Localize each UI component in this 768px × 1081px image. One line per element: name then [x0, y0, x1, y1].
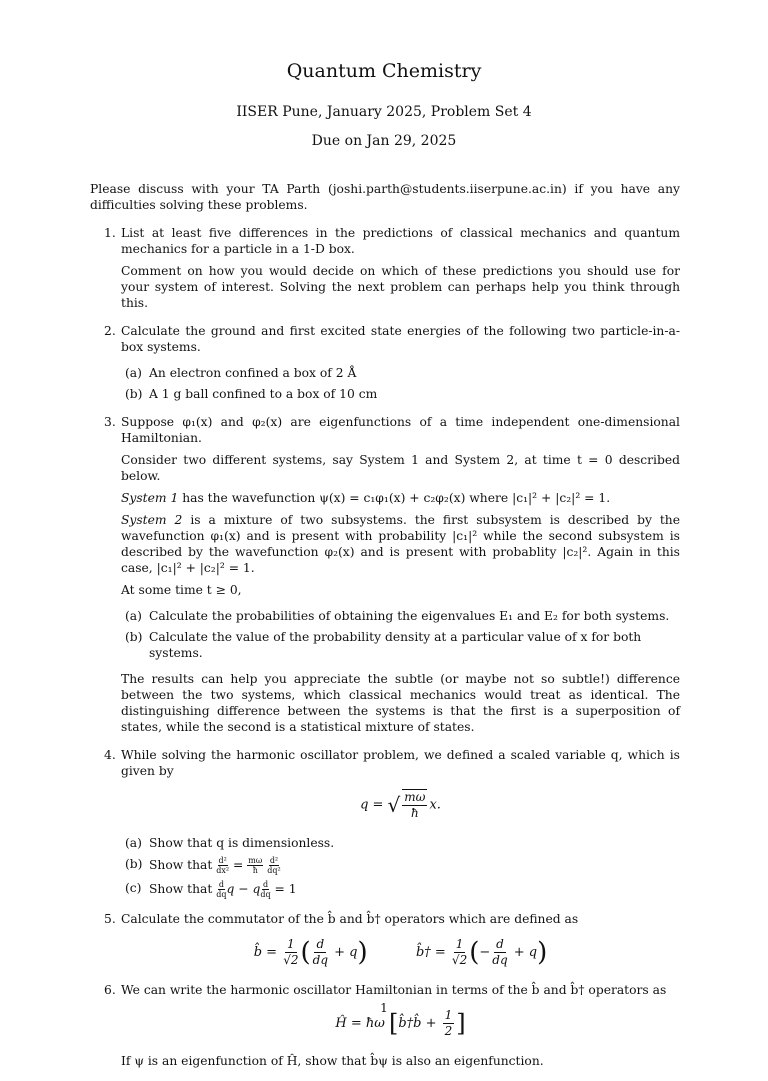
fraction-denominator: dq: [216, 890, 227, 899]
subpart-label: (a): [125, 366, 142, 380]
page-subtitle: IISER Pune, January 2025, Problem Set 4: [236, 104, 532, 120]
equals-sign: =: [229, 858, 248, 872]
problem-number: 2.: [104, 324, 116, 338]
fraction-numerator: d²: [269, 856, 279, 865]
fraction-denominator: 2: [444, 1024, 453, 1038]
subpart: [121, 386, 680, 402]
problem-number: 3.: [104, 415, 116, 429]
problem-number: 4.: [104, 748, 116, 762]
equation-b-dagger: [415, 937, 548, 968]
subpart-label: (b): [125, 387, 143, 401]
subpart-text: Show that: [149, 858, 213, 872]
math-text: = 1: [270, 882, 297, 896]
equation-lhs: b̂† =: [415, 945, 450, 960]
problem-2: [90, 323, 680, 402]
problem-text: Calculate the ground and first excited state energies of the following two particle-in-a-box systems.: [121, 324, 680, 354]
system-label: System 2: [121, 513, 183, 527]
inline-fraction: [216, 856, 229, 875]
problem-text: At some time t ≥ 0,: [121, 583, 242, 597]
subpart-label: (b): [125, 630, 143, 644]
math-text: + q: [330, 945, 358, 960]
problem-text: [121, 490, 680, 506]
fraction-denominator: dq²: [267, 866, 281, 875]
fraction-one-over-root-two: [283, 937, 298, 968]
fraction-denominator: dq: [492, 953, 508, 967]
problem-text: We can write the harmonic oscillator Hamiltonian in terms of the b̂ and b̂† operators as: [121, 983, 667, 997]
problem-text: While solving the harmonic oscillator problem, we defined a scaled variable q, which is given by: [121, 748, 680, 778]
equation-lhs: b̂ =: [253, 945, 282, 960]
math-text: q − q: [226, 882, 261, 896]
system-label: System 1: [121, 491, 179, 505]
subpart: [121, 835, 680, 851]
problem-3: [90, 414, 680, 735]
subpart-list: [121, 608, 680, 661]
derivative-fraction: [492, 937, 507, 968]
minus-sign: −: [479, 945, 491, 960]
problem-5: [90, 911, 680, 968]
subpart-list: [121, 835, 680, 899]
subpart-label: (c): [125, 881, 142, 895]
math-text: b̂†b̂ +: [398, 1016, 441, 1031]
problem-text: Consider two different systems, say System 1 and System 2, at time t = 0 described below.: [121, 453, 680, 483]
fraction-numerator: 1: [287, 937, 295, 951]
fraction-denominator: dx²: [216, 866, 230, 875]
fraction-numerator: mω: [404, 790, 426, 804]
fraction-numerator: d: [262, 880, 269, 889]
equation-lhs: Ĥ = ħω: [335, 1016, 389, 1031]
subpart: [121, 608, 680, 624]
system-description: is a mixture of two subsystems. the first subsystem is described by the wavefunction φ₁(x) and is present with probability |c₁|² while the second subsystem is described by the wavefunction φ₂(x) and is present with probablity |c₂|². Again in this case, |c₁|² + |c₂|² = 1.: [121, 513, 680, 575]
inline-fraction: [247, 856, 263, 875]
page-number: 1: [380, 1001, 388, 1015]
fraction-denominator: dq: [260, 890, 271, 899]
subpart: [121, 880, 680, 899]
inline-fraction: [216, 880, 226, 899]
left-paren: (: [300, 937, 311, 968]
problem-text: Calculate the commutator of the b̂ and b̂† operators which are defined as: [121, 912, 579, 926]
sqrt-sign: √: [387, 793, 401, 817]
fraction-numerator: d: [218, 880, 224, 889]
subpart-text: A 1 g ball confined to a box of 10 cm: [149, 387, 378, 401]
right-bracket: ]: [456, 1009, 466, 1038]
problem-text: List at least five differences in the predictions of classical mechanics and quantum mechanics for a particle in a 1-D box.: [121, 226, 680, 256]
problem-6: [90, 982, 680, 1069]
subpart-list: [121, 365, 680, 402]
subpart: [121, 856, 680, 875]
fraction-denominator: ħ: [411, 806, 419, 820]
problem-text: Suppose φ₁(x) and φ₂(x) are eigenfunctions of a time independent one-dimensional Hamiltonian.: [121, 415, 680, 445]
problem-text: [121, 512, 680, 576]
page-title: Quantum Chemistry: [286, 60, 482, 82]
problem-list: [90, 225, 680, 1081]
equation-b: [253, 937, 372, 968]
subpart: [121, 365, 680, 381]
left-paren: (: [469, 937, 480, 968]
fraction-numerator: 1: [455, 937, 464, 951]
math-text: + q: [509, 945, 538, 960]
fraction-denominator: √2: [283, 953, 299, 967]
problem-text: Comment on how you would decide on which of these predictions you should use for your system of interest. Solving the next problem can perhaps help you think through this.: [121, 264, 680, 310]
inline-fraction: [267, 856, 280, 875]
subpart-text: An electron confined a box of 2 Å: [149, 366, 357, 380]
subpart-text: Show that q is dimensionless.: [149, 836, 335, 850]
left-bracket: [: [388, 1009, 399, 1038]
fraction-denominator: √2: [451, 953, 468, 967]
subpart-label: (b): [125, 857, 143, 871]
system-description: has the wavefunction ψ(x) = c₁φ₁(x) + c₂φ₂(x) where |c₁|² + |c₂|² = 1.: [178, 491, 611, 505]
fraction-one-over-root-two: [452, 937, 467, 968]
fraction-numerator: d: [316, 937, 325, 951]
problem-number: 6.: [104, 983, 116, 997]
right-paren: ): [357, 937, 368, 968]
problem-text: If ψ is an eigenfunction of Ĥ, show that b̂ψ is also an eigenfunction.: [121, 1054, 544, 1068]
fraction-denominator: ħ: [252, 866, 258, 875]
equation-operators: [121, 937, 680, 968]
problem-text: The results can help you appreciate the subtle (or maybe not so subtle!) difference between the two systems, which classical mechanics would treat as identical. The distinguishing difference between the systems is that the first is a superposition of states, while the second is a statistical mixture of states.: [121, 672, 680, 734]
fraction-numerator: d: [496, 937, 504, 951]
problem-1: [90, 225, 680, 311]
subpart-text: Show that: [149, 882, 213, 896]
fraction-numerator: 1: [444, 1008, 453, 1022]
subpart-label: (a): [125, 609, 142, 623]
problem-number: 5.: [104, 912, 116, 926]
equation-q-definition: [121, 789, 680, 821]
problem-number: 1.: [104, 226, 116, 240]
equation-lhs: q =: [360, 797, 388, 813]
subpart-text: Calculate the probabilities of obtaining the eigenvalues E₁ and E₂ for both systems.: [149, 609, 670, 623]
equation-tail: x.: [429, 797, 441, 813]
fraction-numerator: d²: [218, 856, 227, 865]
fraction-denominator: dq: [312, 953, 329, 967]
subpart-text: Calculate the value of the probability density at a particular value of x for both systems.: [149, 630, 642, 660]
due-date: Due on Jan 29, 2025: [311, 133, 457, 149]
derivative-fraction: [313, 937, 328, 968]
intro-paragraph: Please discuss with your TA Parth (joshi.parth@students.iiserpune.ac.in) if you have any difficulties solving these problems.: [90, 182, 680, 212]
subpart: [121, 629, 680, 661]
subpart-label: (a): [125, 836, 142, 850]
sqrt-fraction: [402, 789, 427, 821]
problem-4: [90, 747, 680, 899]
inline-fraction: [260, 880, 270, 899]
right-paren: ): [537, 937, 548, 968]
fraction-numerator: mω: [248, 856, 263, 865]
